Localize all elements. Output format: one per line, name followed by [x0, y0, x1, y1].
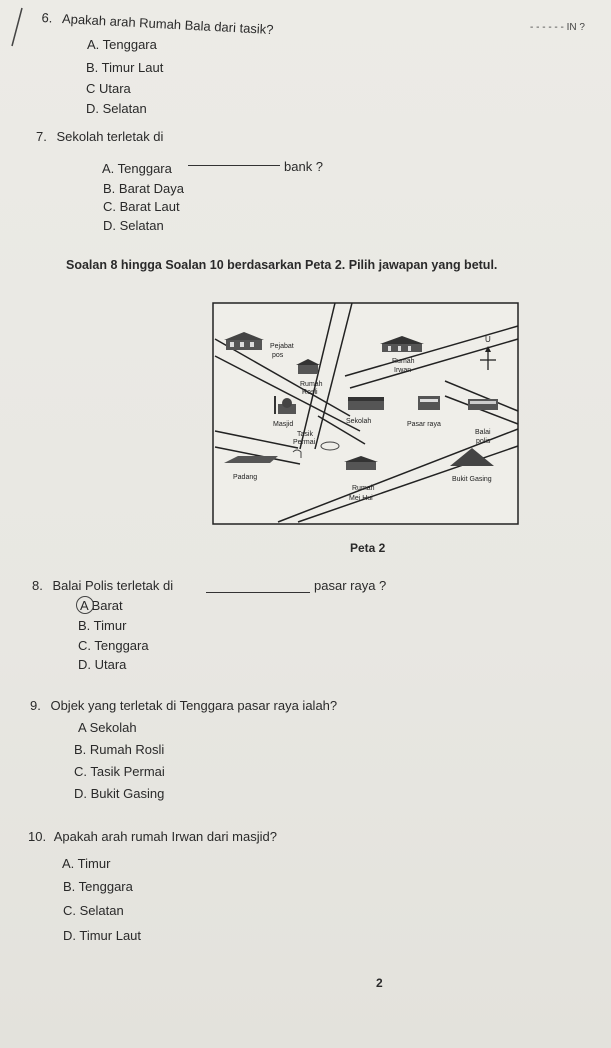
q10-option-b[interactable]: B. Tenggara: [63, 879, 133, 894]
map-label-masjid: Masjid: [273, 421, 294, 428]
q7-option-c[interactable]: C. Barat Laut: [103, 199, 180, 214]
q7-text-before: Sekolah terletak di: [56, 129, 164, 144]
q8-option-a-label: A Barat: [80, 598, 123, 613]
q8-blank[interactable]: [206, 592, 310, 593]
map-label-pos: pos: [272, 352, 284, 359]
map-label-compass: U: [485, 335, 491, 344]
q9-number: 9.: [30, 698, 41, 713]
q6-option-d[interactable]: D. Selatan: [86, 101, 147, 116]
q7-number: 7.: [36, 129, 47, 144]
map-figure: [200, 296, 540, 556]
map-label-sekolah: Sekolah: [346, 418, 372, 425]
q8-option-a[interactable]: [80, 598, 123, 613]
q9-option-d[interactable]: D. Bukit Gasing: [74, 786, 165, 801]
q7-option-b[interactable]: B. Barat Daya: [103, 181, 184, 196]
map-label-rumah-rosli-1: Rumah: [300, 381, 323, 388]
map-label-tasik-2: Permai: [293, 439, 316, 446]
instruction-text: Soalan 8 hingga Soalan 10 berdasarkan Peta 2. Pilih jawapan yang betul.: [66, 258, 498, 272]
header-corner-text: - - - - - - IN ?: [530, 22, 585, 33]
q8-option-b[interactable]: B. Timur: [78, 618, 127, 633]
q6-option-a[interactable]: A. Tenggara: [87, 37, 157, 52]
map-label-rumah-meihui-1: Rumah: [352, 485, 375, 492]
q7-text-after: bank ?: [284, 159, 324, 174]
q7-option-a[interactable]: A. Tenggara: [102, 161, 172, 176]
q8-option-d[interactable]: D. Utara: [78, 657, 127, 672]
sekolah-icon: [348, 397, 384, 410]
q10-number: 10.: [28, 829, 47, 844]
answer-circle-mark: [76, 596, 94, 614]
page-number: 2: [376, 976, 383, 990]
map-label-pejabat: Pejabat: [270, 343, 294, 350]
q8-option-c[interactable]: C. Tenggara: [78, 638, 149, 653]
q10-option-d[interactable]: D. Timur Laut: [63, 928, 142, 943]
q9-text: Objek yang terletak di Tenggara pasar raya ialah?: [50, 698, 338, 713]
map-label-rumah-rosli-2: Rosli: [302, 389, 318, 396]
q6-text: Apakah arah Rumah Bala dari tasik?: [61, 11, 274, 38]
q6-option-b[interactable]: B. Timur Laut: [86, 60, 164, 75]
map-label-rumah-irwan-2: Irwan: [394, 367, 412, 374]
map-label-pasar-raya: Pasar raya: [407, 421, 441, 428]
q9-option-b[interactable]: B. Rumah Rosli: [74, 742, 165, 757]
q8-number: 8.: [32, 578, 43, 593]
q10-option-a[interactable]: A. Timur: [62, 856, 111, 871]
q9-option-c[interactable]: C. Tasik Permai: [74, 764, 165, 779]
map-caption: Peta 2: [350, 541, 386, 555]
q6-option-c[interactable]: C Utara: [86, 81, 131, 96]
map-label-rumah-meihui-2: Mei Hui: [349, 495, 373, 502]
q8-text-before: Balai Polis terletak di: [52, 578, 174, 593]
pasar-raya-icon: [418, 396, 440, 410]
map-label-tasik-1: Tasik: [297, 431, 313, 438]
q7-blank[interactable]: [188, 165, 280, 166]
q10-option-c[interactable]: C. Selatan: [63, 903, 124, 918]
map-label-rumah-irwan-1: Rumah: [392, 358, 415, 365]
map-label-balai-2: polis: [476, 438, 491, 445]
q10-text: Apakah arah rumah Irwan dari masjid?: [53, 829, 277, 844]
q9-option-a[interactable]: A Sekolah: [78, 720, 137, 735]
map-label-balai-1: Balai: [475, 429, 491, 436]
map-label-bukit: Bukit Gasing: [452, 476, 492, 483]
map-label-padang: Padang: [233, 474, 258, 481]
q8-text-after: pasar raya ?: [314, 578, 387, 593]
balai-polis-icon: [468, 399, 498, 410]
q6-number: 6.: [41, 10, 53, 26]
q7-option-d[interactable]: D. Selatan: [103, 218, 164, 233]
